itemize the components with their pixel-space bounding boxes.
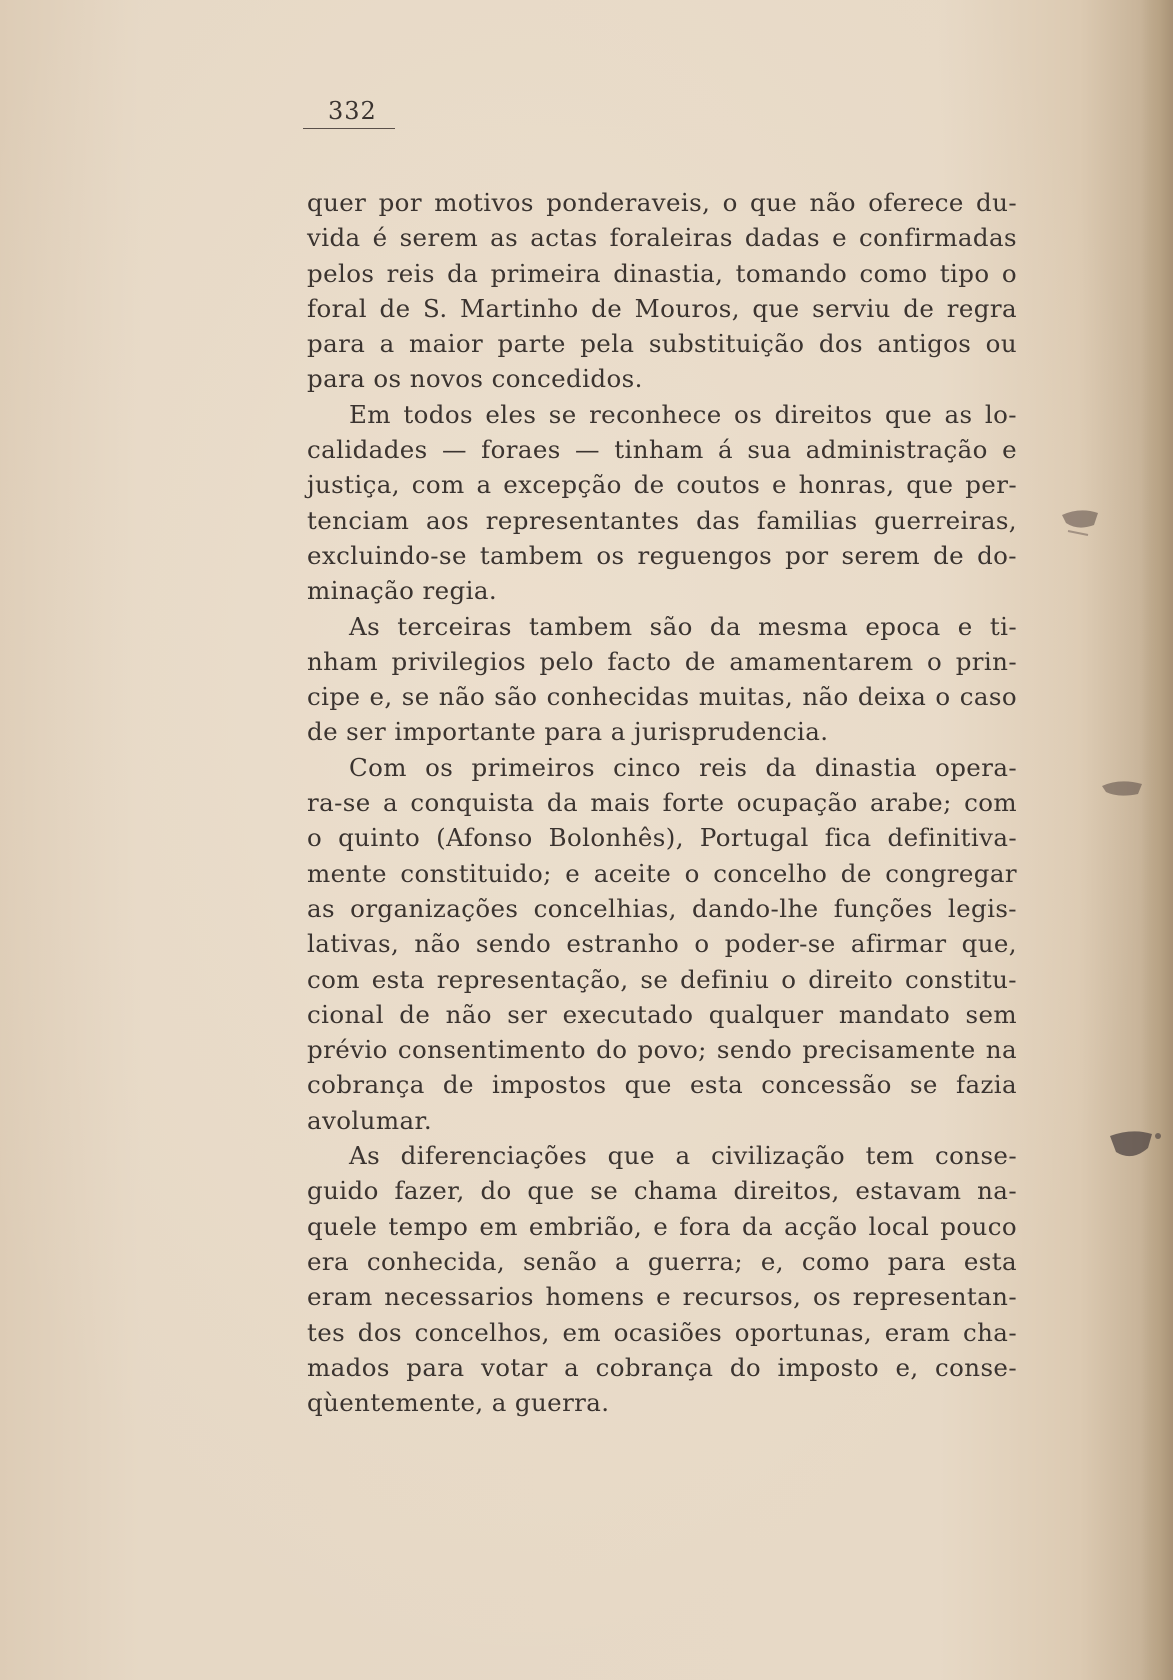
- text-line: quer por motivos ponderaveis, o que não oferece du-: [307, 188, 1017, 217]
- text-line: cipe e, se não são conhecidas muitas, não deixa o caso: [307, 682, 1017, 712]
- page-number: 332: [303, 98, 395, 129]
- text-line: As terceiras tambem são da mesma epoca e ti-: [349, 611, 1017, 641]
- text-line: com esta representação, se definiu o direito constitu-: [307, 964, 1017, 994]
- text-line: mente constituido; e aceite o concelho de congregar: [307, 858, 1017, 888]
- text-line: As diferenciações que a civilização tem conse-: [349, 1141, 1017, 1171]
- text-line: quele tempo em embrião, e fora da acção local pouco: [307, 1211, 1017, 1241]
- text-line: lativas, não sendo estranho o poder-se afirmar que,: [307, 929, 1017, 959]
- text-line: qùentemente, a guerra.: [307, 1388, 610, 1418]
- text-line: mados para votar a cobrança do imposto e, conse-: [307, 1352, 1017, 1382]
- ink-stain-mark: [1058, 505, 1104, 541]
- ink-stain-mark: [1104, 1128, 1164, 1168]
- text-line: o quinto (Afonso Bolonhês), Portugal fica definitiva-: [307, 823, 1017, 853]
- text-line: pelos reis da primeira dinastia, tomando como tipo o: [307, 258, 1017, 288]
- text-line: vida é serem as actas foraleiras dadas e confirmadas: [307, 223, 1017, 253]
- text-line: era conhecida, senão a guerra; e, como para esta: [307, 1246, 1017, 1276]
- text-line: Com os primeiros cinco reis da dinastia opera-: [349, 752, 1017, 782]
- text-line: excluindo-se tambem os reguengos por serem de do-: [307, 540, 1017, 570]
- text-line: calidades — foraes — tinham á sua administração e: [307, 435, 1017, 465]
- text-line: cobrança de impostos que esta concessão se fazia: [307, 1070, 1017, 1100]
- text-line: tes dos concelhos, em ocasiões oportunas, eram cha-: [307, 1317, 1017, 1347]
- text-line: justiça, com a excepção de coutos e honras, que per-: [307, 470, 1017, 500]
- text-line: ra-se a conquista da mais forte ocupação arabe; com: [307, 788, 1017, 818]
- text-line: foral de S. Martinho de Mouros, que serviu de regra: [307, 293, 1017, 323]
- text-line: guido fazer, do que se chama direitos, estavam na-: [307, 1176, 1017, 1206]
- text-line: para os novos concedidos.: [307, 364, 643, 394]
- text-line: de ser importante para a jurisprudencia.: [307, 717, 829, 747]
- text-line: tenciam aos representantes das familias guerreiras,: [307, 505, 1017, 535]
- text-line: para a maior parte pela substituição dos antigos ou: [307, 329, 1017, 359]
- text-line: avolumar.: [307, 1105, 433, 1135]
- text-line: minação regia.: [307, 576, 498, 606]
- text-line: cional de não ser executado qualquer mandato sem: [307, 999, 1017, 1029]
- page-gutter-shadow: [1141, 0, 1173, 1680]
- ink-stain-mark: [1100, 772, 1146, 802]
- body-text: [307, 185, 1017, 1420]
- text-line: prévio consentimento do povo; sendo precisamente na: [307, 1035, 1017, 1065]
- text-line: as organizações concelhias, dando-lhe funções legis-: [307, 893, 1017, 923]
- text-line: nham privilegios pelo facto de amamentarem o prin-: [307, 646, 1017, 676]
- text-line: eram necessarios homens e recursos, os representan-: [307, 1282, 1017, 1312]
- text-line: Em todos eles se reconhece os direitos que as lo-: [349, 399, 1017, 429]
